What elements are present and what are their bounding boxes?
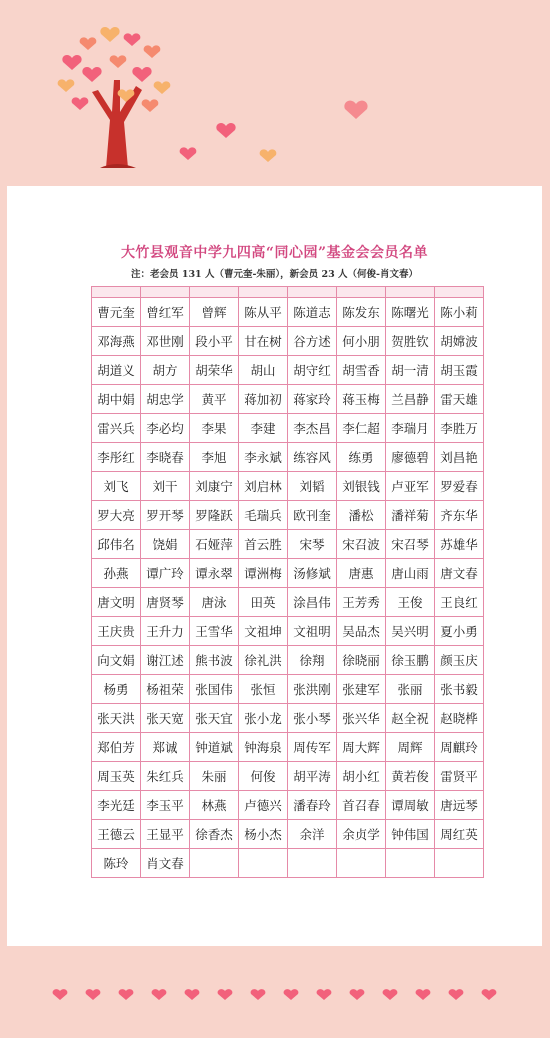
member-name-cell: 涂昌伟 (288, 588, 337, 617)
heart-icon (482, 989, 497, 1000)
empty-cell (435, 849, 484, 878)
member-name-cell: 颜玉庆 (435, 646, 484, 675)
header-cell (92, 287, 141, 298)
member-name-cell: 田英 (239, 588, 288, 617)
member-name-cell: 胡中娟 (92, 385, 141, 414)
member-name-cell: 练容风 (288, 443, 337, 472)
member-name-cell: 张小琴 (288, 704, 337, 733)
member-name-cell: 胡荣华 (190, 356, 239, 385)
member-name-cell: 刘康宁 (190, 472, 239, 501)
member-name-cell: 张天宽 (141, 704, 190, 733)
member-name-cell: 林燕 (190, 791, 239, 820)
member-name-cell: 谭周敏 (386, 791, 435, 820)
heart-icon (284, 989, 299, 1000)
member-name-cell: 首召春 (337, 791, 386, 820)
table-row (92, 385, 484, 414)
empty-cell (337, 849, 386, 878)
footer-hearts-decoration (0, 984, 550, 1008)
member-name-cell: 贺胜钦 (386, 327, 435, 356)
member-list-card (7, 186, 542, 946)
page-title: 大竹县观音中学九四高“同心园”基金会会员名单 (120, 245, 429, 261)
member-name-cell: 刘韬 (288, 472, 337, 501)
heart-icon (449, 989, 464, 1000)
member-name-cell: 罗大亮 (92, 501, 141, 530)
member-name-cell: 潘春玲 (288, 791, 337, 820)
empty-cell (190, 849, 239, 878)
member-name-cell: 胡方 (141, 356, 190, 385)
heart-icon (152, 989, 167, 1000)
member-name-cell: 周大辉 (337, 733, 386, 762)
member-name-cell: 赵全祝 (386, 704, 435, 733)
member-name-cell: 谢江述 (141, 646, 190, 675)
header-cell (386, 287, 435, 298)
member-name-cell: 王庆贵 (92, 617, 141, 646)
member-name-cell: 钟道斌 (190, 733, 239, 762)
member-name-cell: 王芳秀 (337, 588, 386, 617)
table-row (92, 617, 484, 646)
member-name-cell: 周麒玲 (435, 733, 484, 762)
member-name-cell: 朱红兵 (141, 762, 190, 791)
table-header-row (92, 287, 484, 298)
member-name-cell: 罗隆跃 (190, 501, 239, 530)
header-cell (239, 287, 288, 298)
tree-hearts-decoration (0, 0, 550, 186)
member-name-cell: 首云胜 (239, 530, 288, 559)
member-name-cell: 郑诚 (141, 733, 190, 762)
header-cell (337, 287, 386, 298)
member-name-cell: 张丽 (386, 675, 435, 704)
member-name-cell: 唐文明 (92, 588, 141, 617)
member-name-cell: 陈发东 (337, 298, 386, 327)
member-name-cell: 兰昌静 (386, 385, 435, 414)
member-name-cell: 吴兴明 (386, 617, 435, 646)
member-name-cell: 饶娟 (141, 530, 190, 559)
member-name-cell: 张书毅 (435, 675, 484, 704)
member-name-cell: 刘昌艳 (435, 443, 484, 472)
member-name-cell: 何俊 (239, 762, 288, 791)
member-name-cell: 钟海泉 (239, 733, 288, 762)
member-name-cell: 胡忠学 (141, 385, 190, 414)
member-name-cell: 熊书波 (190, 646, 239, 675)
table-row (92, 298, 484, 327)
member-name-cell: 赵晓桦 (435, 704, 484, 733)
member-name-cell: 蒋家玲 (288, 385, 337, 414)
heart-icon (383, 989, 398, 1000)
member-name-cell: 周传军 (288, 733, 337, 762)
table-row (92, 472, 484, 501)
member-name-cell: 李建 (239, 414, 288, 443)
member-name-cell: 谷方述 (288, 327, 337, 356)
member-name-cell: 谭洲梅 (239, 559, 288, 588)
member-name-cell: 曾辉 (190, 298, 239, 327)
member-name-cell: 邓世刚 (141, 327, 190, 356)
member-name-cell: 刘银钱 (337, 472, 386, 501)
member-name-cell: 毛瑞兵 (239, 501, 288, 530)
member-name-cell: 唐惠 (337, 559, 386, 588)
member-name-cell: 陈道志 (288, 298, 337, 327)
member-name-cell: 李晓春 (141, 443, 190, 472)
table-row (92, 675, 484, 704)
member-name-cell: 杨勇 (92, 675, 141, 704)
table-row (92, 356, 484, 385)
member-name-cell: 李胜万 (435, 414, 484, 443)
member-name-cell: 唐文春 (435, 559, 484, 588)
member-name-cell: 唐山雨 (386, 559, 435, 588)
empty-cell (288, 849, 337, 878)
member-name-cell: 余洋 (288, 820, 337, 849)
header-cell (435, 287, 484, 298)
member-name-cell: 周玉英 (92, 762, 141, 791)
table-row (92, 704, 484, 733)
table-row (92, 501, 484, 530)
member-name-cell: 蒋加初 (239, 385, 288, 414)
table-row (92, 820, 484, 849)
member-name-cell: 陈从平 (239, 298, 288, 327)
member-count-note: 注：老会员 131 人（曹元奎-朱丽），新会员 23 人（何俊-肖文春） (131, 269, 418, 280)
heart-icon (185, 989, 200, 1000)
member-name-cell: 李永斌 (239, 443, 288, 472)
member-name-cell: 胡平涛 (288, 762, 337, 791)
table-row (92, 588, 484, 617)
member-name-cell: 罗开琴 (141, 501, 190, 530)
member-name-cell: 黄若俊 (386, 762, 435, 791)
member-name-cell: 胡雪香 (337, 356, 386, 385)
member-name-cell: 唐贤琴 (141, 588, 190, 617)
table-row (92, 791, 484, 820)
member-name-cell: 张天洪 (92, 704, 141, 733)
member-name-cell: 胡守红 (288, 356, 337, 385)
member-name-cell: 钟伟国 (386, 820, 435, 849)
member-name-cell: 张洪刚 (288, 675, 337, 704)
heart-icon (350, 989, 365, 1000)
member-name-cell: 邓海燕 (92, 327, 141, 356)
member-name-cell: 周辉 (386, 733, 435, 762)
member-name-cell: 余贞学 (337, 820, 386, 849)
empty-cell (239, 849, 288, 878)
member-name-cell: 胡小红 (337, 762, 386, 791)
member-name-cell: 王俊 (386, 588, 435, 617)
member-name-cell: 李彤红 (92, 443, 141, 472)
member-name-cell: 罗爱春 (435, 472, 484, 501)
member-name-cell: 齐东华 (435, 501, 484, 530)
header-cell (141, 287, 190, 298)
member-name-cell: 胡嫦波 (435, 327, 484, 356)
member-name-cell: 潘祥菊 (386, 501, 435, 530)
member-name-cell: 陈玲 (92, 849, 141, 878)
member-name-cell: 文祖明 (288, 617, 337, 646)
member-name-cell: 张天宜 (190, 704, 239, 733)
member-name-cell: 李仁超 (337, 414, 386, 443)
member-name-cell: 邱伟名 (92, 530, 141, 559)
table-row (92, 414, 484, 443)
member-name-cell: 胡玉霞 (435, 356, 484, 385)
member-name-cell: 朱丽 (190, 762, 239, 791)
member-name-cell: 徐玉鹏 (386, 646, 435, 675)
table-row (92, 762, 484, 791)
member-name-cell: 张国伟 (190, 675, 239, 704)
member-name-cell: 杨小杰 (239, 820, 288, 849)
member-name-cell: 李必均 (141, 414, 190, 443)
member-name-cell: 王显平 (141, 820, 190, 849)
member-name-cell: 徐晓丽 (337, 646, 386, 675)
member-name-cell: 刘启林 (239, 472, 288, 501)
table-row (92, 530, 484, 559)
member-name-cell: 谭广玲 (141, 559, 190, 588)
table-row (92, 733, 484, 762)
member-name-cell: 徐香杰 (190, 820, 239, 849)
member-name-cell: 夏小勇 (435, 617, 484, 646)
member-name-cell: 李玉平 (141, 791, 190, 820)
member-name-cell: 文祖坤 (239, 617, 288, 646)
member-name-cell: 刘飞 (92, 472, 141, 501)
member-name-cell: 胡山 (239, 356, 288, 385)
member-name-cell: 段小平 (190, 327, 239, 356)
member-name-cell: 刘干 (141, 472, 190, 501)
member-name-cell: 吴品杰 (337, 617, 386, 646)
member-name-cell: 孙燕 (92, 559, 141, 588)
member-name-cell: 石娅萍 (190, 530, 239, 559)
member-name-cell: 蒋玉梅 (337, 385, 386, 414)
member-name-cell: 廖德碧 (386, 443, 435, 472)
member-name-cell: 宋召波 (337, 530, 386, 559)
header-cell (190, 287, 239, 298)
member-name-cell: 汤修斌 (288, 559, 337, 588)
member-name-cell: 徐礼洪 (239, 646, 288, 675)
member-name-cell: 雷贤平 (435, 762, 484, 791)
heart-icon (317, 989, 332, 1000)
member-name-cell: 甘在树 (239, 327, 288, 356)
member-name-cell: 黄平 (190, 385, 239, 414)
heart-icon (53, 989, 68, 1000)
member-name-cell: 曾红军 (141, 298, 190, 327)
member-name-cell: 雷天雄 (435, 385, 484, 414)
member-table (91, 286, 484, 878)
member-name-cell: 卢德兴 (239, 791, 288, 820)
member-name-cell: 杨祖荣 (141, 675, 190, 704)
member-name-cell: 李杰昌 (288, 414, 337, 443)
table-row (92, 443, 484, 472)
member-name-cell: 张小龙 (239, 704, 288, 733)
heart-icon (218, 989, 233, 1000)
member-name-cell: 陈小莉 (435, 298, 484, 327)
member-name-cell: 张兴华 (337, 704, 386, 733)
member-name-cell: 王雪华 (190, 617, 239, 646)
table-row (92, 646, 484, 675)
member-name-cell: 张恒 (239, 675, 288, 704)
member-name-cell: 王升力 (141, 617, 190, 646)
member-name-cell: 李果 (190, 414, 239, 443)
member-name-cell: 雷兴兵 (92, 414, 141, 443)
table-row (92, 559, 484, 588)
member-name-cell: 肖文春 (141, 849, 190, 878)
member-name-cell: 张建军 (337, 675, 386, 704)
member-name-cell: 李光廷 (92, 791, 141, 820)
member-name-cell: 欧刊奎 (288, 501, 337, 530)
member-name-cell: 李瑞月 (386, 414, 435, 443)
table-row (92, 327, 484, 356)
heart-icon (416, 989, 431, 1000)
member-name-cell: 陈曙光 (386, 298, 435, 327)
table-row (92, 849, 484, 878)
member-name-cell: 卢亚军 (386, 472, 435, 501)
member-name-cell: 王德云 (92, 820, 141, 849)
member-name-cell: 王良红 (435, 588, 484, 617)
heart-icon (119, 989, 134, 1000)
member-name-cell: 胡道义 (92, 356, 141, 385)
member-name-cell: 曹元奎 (92, 298, 141, 327)
member-name-cell: 宋召琴 (386, 530, 435, 559)
heart-icon (251, 989, 266, 1000)
member-name-cell: 周红英 (435, 820, 484, 849)
member-name-cell: 谭永翠 (190, 559, 239, 588)
member-name-cell: 苏雄华 (435, 530, 484, 559)
member-name-cell: 向文娟 (92, 646, 141, 675)
member-name-cell: 宋琴 (288, 530, 337, 559)
empty-cell (386, 849, 435, 878)
member-name-cell: 唐泳 (190, 588, 239, 617)
member-name-cell: 唐远琴 (435, 791, 484, 820)
member-name-cell: 徐翔 (288, 646, 337, 675)
member-name-cell: 郑伯芳 (92, 733, 141, 762)
member-name-cell: 何小朋 (337, 327, 386, 356)
member-name-cell: 练勇 (337, 443, 386, 472)
member-name-cell: 胡一清 (386, 356, 435, 385)
heart-icon (86, 989, 101, 1000)
member-name-cell: 李旭 (190, 443, 239, 472)
member-name-cell: 潘松 (337, 501, 386, 530)
header-cell (288, 287, 337, 298)
